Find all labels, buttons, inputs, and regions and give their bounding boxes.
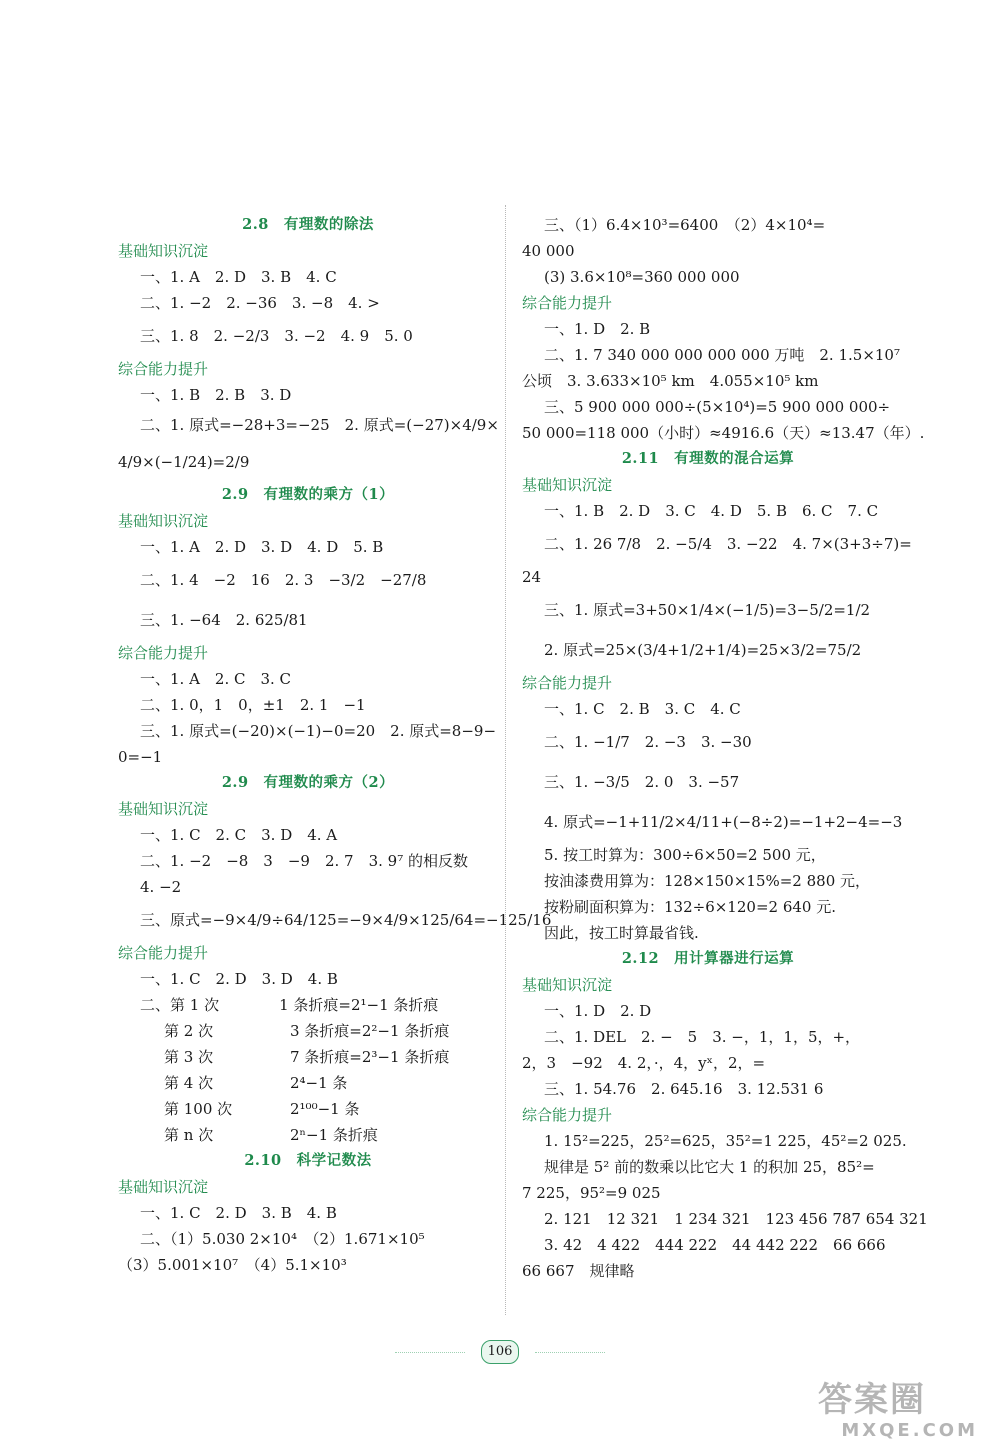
- answer-line: 一、1. B 2. B 3. D: [140, 386, 292, 404]
- answer-line: 一、1. D 2. B: [544, 320, 651, 338]
- subsection-heading: 综合能力提升: [522, 1106, 613, 1124]
- subsection-heading: 基础知识沉淀: [522, 976, 613, 994]
- answer-line: 7 225，95²=9 025: [522, 1184, 661, 1202]
- answer-line: 三、（1）6.4×10³=6400 （2）4×10⁴=: [544, 216, 826, 234]
- section-title: 2.9 有理数的乘方（1）: [221, 486, 395, 503]
- answer-line: 一、1. C 2. D 3. D 4. B: [140, 970, 338, 988]
- answer-line: 一、1. C 2. B 3. C 4. C: [544, 700, 741, 718]
- footer-decoration-left: [395, 1352, 465, 1353]
- fold-result: 3 条折痕=2²−1 条折痕: [290, 1022, 450, 1040]
- section-title: 2.11 有理数的混合运算: [621, 450, 795, 467]
- subsection-heading: 综合能力提升: [522, 674, 613, 692]
- answer-line: 4. −2: [140, 878, 182, 896]
- answer-line: 一、1. A 2. C 3. C: [140, 670, 292, 688]
- answer-line: 二、1. 原式=−28+3=−25 2. 原式=(−27)×4/9×: [140, 416, 499, 434]
- fold-step: 第 2 次: [164, 1022, 214, 1040]
- answer-line: 二、1. DEL 2. − 5 3. −，1，1，5，+，: [544, 1028, 861, 1046]
- answer-line: 一、1. B 2. D 3. C 4. D 5. B 6. C 7. C: [544, 502, 879, 520]
- answer-line: 公顷 3. 3.633×10⁵ km 4.055×10⁵ km: [522, 372, 819, 390]
- answer-line: 二、1. −2 2. −36 3. −8 4. >: [140, 294, 380, 312]
- answer-line: 0=−1: [118, 748, 163, 766]
- right-column: [522, 212, 928, 1284]
- answer-line: 4. 原式=−1+11/2×4/11+(−8÷2)=−1+2−4=−3: [544, 813, 903, 831]
- answer-line: 按粉刷面积算为：132÷6×120=2 640 元.: [544, 898, 836, 916]
- fold-result: 2ⁿ−1 条折痕: [290, 1126, 378, 1144]
- answer-line: 二、1. 26 7/8 2. −5/4 3. −22 4. 7×(3+3÷7)=: [544, 535, 912, 553]
- answer-line: 24: [522, 568, 542, 586]
- answer-line: 40 000: [522, 242, 575, 260]
- answer-line: 一、1. A 2. D 3. D 4. D 5. B: [140, 538, 384, 556]
- footer-decoration-right: [535, 1352, 605, 1353]
- answer-line: 二、1. −1/7 2. −3 3. −30: [544, 733, 752, 751]
- answer-line: 二、1. 4 −2 16 2. 3 −3/2 −27/8: [140, 571, 427, 589]
- fold-step: 第 4 次: [164, 1074, 214, 1092]
- fold-step: 第 n 次: [164, 1126, 214, 1144]
- answer-line: 三、1. 54.76 2. 645.16 3. 12.531 6: [544, 1080, 824, 1098]
- answer-line: 一、1. C 2. D 3. B 4. B: [140, 1204, 337, 1222]
- answer-line: 2. 121 12 321 1 234 321 123 456 787 654 321: [544, 1210, 928, 1228]
- fold-table-row: [164, 1044, 498, 1070]
- answer-line: 三、1. −3/5 2. 0 3. −57: [544, 773, 740, 791]
- answer-line: 二、1. 7 340 000 000 000 000 万吨 2. 1.5×10⁷: [544, 346, 900, 364]
- answer-line: 二、第 1 次 1 条折痕=2¹−1 条折痕: [140, 996, 439, 1014]
- answer-line: 50 000=118 000（小时）≈4916.6（天）≈13.47（年）.: [522, 424, 925, 442]
- answer-line: （3）5.001×10⁷ （4）5.1×10³: [118, 1256, 347, 1274]
- section-title: 2.9 有理数的乘方（2）: [221, 774, 395, 791]
- fold-step: 第 100 次: [164, 1100, 233, 1118]
- fold-result: 7 条折痕=2³−1 条折痕: [290, 1048, 450, 1066]
- subsection-heading: 基础知识沉淀: [118, 1178, 209, 1196]
- subsection-heading: 综合能力提升: [118, 944, 209, 962]
- answer-line: 规律是 5² 前的数乘以比它大 1 的积加 25，85²=: [544, 1158, 875, 1176]
- fold-result: 2¹⁰⁰−1 条: [290, 1100, 360, 1118]
- answer-line: 三、原式=−9×4/9÷64/125=−9×4/9×125/64=−125/16: [140, 911, 552, 929]
- answer-line: 3. 42 4 422 444 222 44 442 222 66 666: [544, 1236, 886, 1254]
- subsection-heading: 综合能力提升: [118, 644, 209, 662]
- answer-line: 5. 按工时算为：300÷6×50=2 500 元，: [544, 846, 826, 864]
- fold-table-row: [164, 1018, 498, 1044]
- subsection-heading: 综合能力提升: [118, 360, 209, 378]
- answer-line: 66 667 规律略: [522, 1262, 635, 1280]
- fold-table: [118, 1018, 498, 1148]
- fold-table-row: [164, 1070, 498, 1096]
- answer-line: 一、1. C 2. C 3. D 4. A: [140, 826, 338, 844]
- watermark-logo: 答案圈 MXQE.COM: [818, 1380, 978, 1441]
- subsection-heading: 基础知识沉淀: [118, 512, 209, 530]
- subsection-heading: 综合能力提升: [522, 294, 613, 312]
- answer-line: 三、1. −64 2. 625/81: [140, 611, 308, 629]
- answer-line: 二、1. −2 −8 3 −9 2. 7 3. 9⁷ 的相反数: [140, 852, 468, 870]
- answer-line: 三、1. 8 2. −2/3 3. −2 4. 9 5. 0: [140, 327, 413, 345]
- answer-line: 三、1. 原式=(−20)×(−1)−0=20 2. 原式=8−9−: [140, 722, 497, 740]
- answer-line: 按油漆费用算为：128×150×15%=2 880 元，: [544, 872, 871, 890]
- answer-line: 二、（1）5.030 2×10⁴ （2）1.671×10⁵: [140, 1230, 425, 1248]
- answer-line: 因此，按工时算最省钱.: [544, 924, 699, 942]
- section-title: 2.12 用计算器进行运算: [621, 950, 795, 967]
- answer-line: 2，3 −92 4. 2，·，4，yˣ，2，=: [522, 1054, 766, 1072]
- subsection-heading: 基础知识沉淀: [118, 800, 209, 818]
- answer-line: 二、1. 0，1 0，±1 2. 1 −1: [140, 696, 366, 714]
- answer-line: 三、5 900 000 000÷(5×10⁴)=5 900 000 000÷: [544, 398, 891, 416]
- fold-table-row: [164, 1122, 498, 1148]
- answer-line: 1. 15²=225，25²=625，35²=1 225，45²=2 025.: [544, 1132, 907, 1150]
- answer-line: 三、1. 原式=3+50×1/4×(−1/5)=3−5/2=1/2: [544, 601, 871, 619]
- subsection-heading: 基础知识沉淀: [522, 476, 613, 494]
- fold-table-row: [164, 1096, 498, 1122]
- fold-result: 2⁴−1 条: [290, 1074, 348, 1092]
- fold-step: 第 3 次: [164, 1048, 214, 1066]
- answer-line: (3) 3.6×10⁸=360 000 000: [544, 268, 740, 286]
- section-title: 2.10 科学记数法: [244, 1152, 372, 1169]
- section-title: 2.8 有理数的除法: [242, 216, 374, 233]
- page-number: 106: [470, 1340, 530, 1362]
- answer-line: 4/9×(−1/24)=2/9: [118, 453, 250, 471]
- answer-line: 一、1. D 2. D: [544, 1002, 652, 1020]
- answer-line: 一、1. A 2. D 3. B 4. C: [140, 268, 337, 286]
- column-divider: [505, 205, 506, 1315]
- subsection-heading: 基础知识沉淀: [118, 242, 209, 260]
- answer-line: 2. 原式=25×(3/4+1/2+1/4)=25×3/2=75/2: [544, 641, 862, 659]
